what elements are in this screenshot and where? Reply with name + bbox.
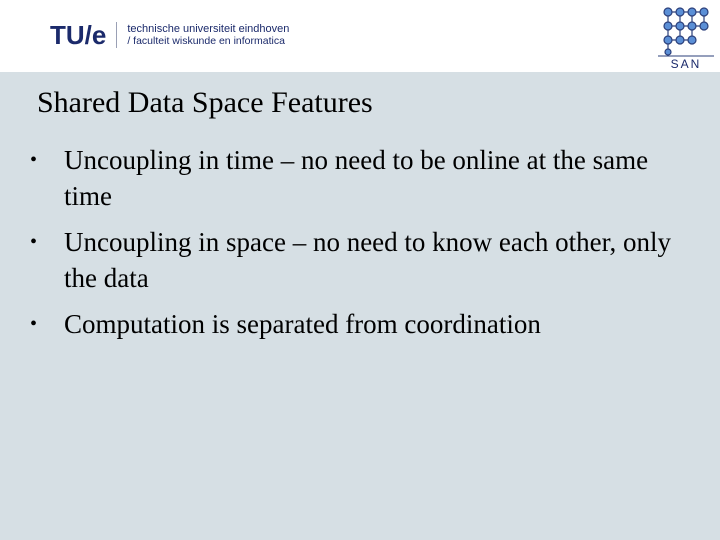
san-logo [654,2,718,70]
bullet-item [30,224,700,296]
tue-logo-mark: TU/e [50,20,107,50]
bullet-list [30,142,700,352]
university-name [127,23,289,48]
tue-logo [50,17,289,53]
slide-body [0,72,720,540]
bullet-item [30,142,700,214]
bullet-item [30,306,700,342]
bullet-text: Uncoupling in time – no need to be online at the same time [64,145,649,211]
bullet-marker: • [30,313,38,335]
bullet-text: Computation is separated from coordination [64,309,541,339]
slide-title: Shared Data Space Features [37,86,373,119]
slide-header [0,0,720,72]
san-network-icon [664,8,708,55]
san-logo-text: SAN [670,57,702,70]
university-line-2: / faculteit wiskunde en informatica [127,35,285,48]
logo-divider [116,22,117,48]
bullet-marker: • [30,149,38,171]
bullet-marker: • [30,231,38,253]
university-line-1: technische universiteit eindhoven [127,22,290,35]
bullet-text: Uncoupling in space – no need to know each other, only the data [64,227,672,293]
